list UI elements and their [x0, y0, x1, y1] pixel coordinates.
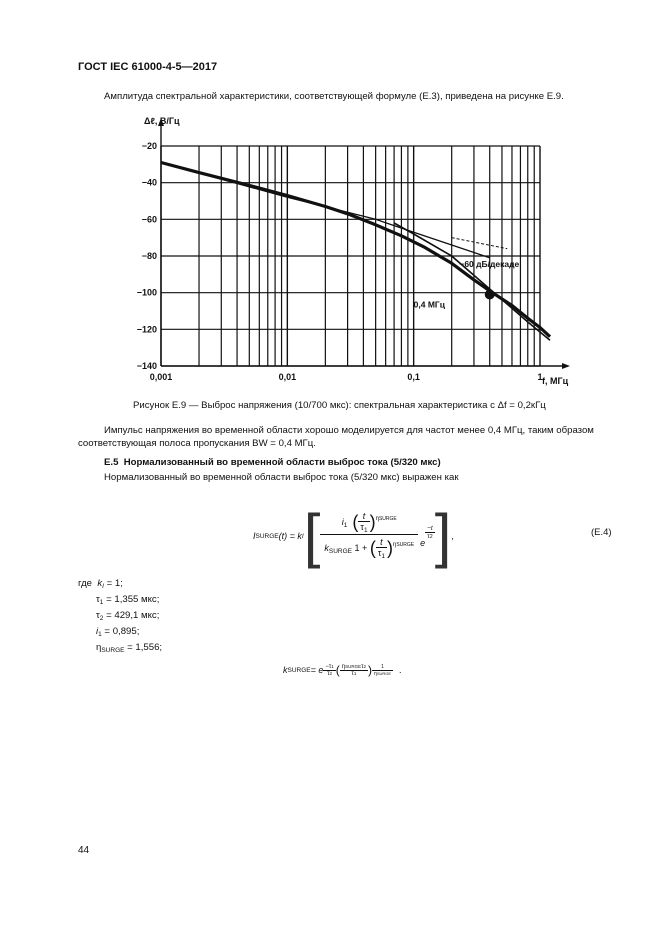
eq-eta-den-sub: SURGE [396, 541, 415, 548]
right-brace: ] [434, 502, 452, 569]
keq-tau2b-sub: 2 [363, 663, 367, 669]
where-block [78, 577, 162, 657]
document-header: ГОСТ IEC 61000-4-5—2017 [78, 61, 218, 73]
eq-tau2-sub: 2 [429, 533, 433, 540]
y-tick-label: −20 [141, 141, 157, 151]
series-line-asymptote-60db [394, 223, 550, 340]
equation-e4 [253, 496, 454, 576]
equation-number: (E.4) [591, 527, 612, 538]
y-tick-label: −120 [136, 324, 157, 335]
page-number: 44 [78, 845, 90, 856]
eq-ksurge-sub: SURGE [328, 547, 353, 555]
keq-eta-sub: SURGE [345, 663, 362, 669]
keq-tau1b-sub: 1 [353, 670, 357, 676]
eq-t-den: t [376, 537, 387, 548]
eq-comma: , [451, 531, 454, 541]
y-tick-label: −100 [136, 287, 157, 298]
y-tick-label: −140 [136, 361, 157, 371]
keq-minus-tau1: −τ [325, 663, 332, 670]
keq-dot: . [399, 665, 402, 675]
where-tau2-sym: τ [96, 610, 100, 621]
annotation-slope: −60 дБ/декаде [459, 259, 520, 269]
where-tau2-val: = 429,1 мкс; [103, 610, 160, 621]
where-k-val: = 1; [103, 578, 123, 589]
eq-tau1-den: τ [377, 547, 382, 558]
keq-eta-exp-sub: SURGE [376, 670, 392, 676]
eq-eta-sub: SURGE [378, 515, 397, 522]
eq-eta: η [375, 515, 379, 522]
x-tick-label: 0,01 [278, 372, 297, 382]
keq-eta: η [341, 663, 346, 670]
keq-tau1-sub: 1 [331, 663, 334, 669]
eq-eta-den: η [393, 541, 397, 548]
where-tau1-sub: 1 [99, 599, 104, 606]
eq-i1: i [341, 516, 344, 527]
where-tau2-sub: 2 [99, 615, 104, 622]
series-line-dashed [452, 238, 508, 249]
eq-tau1-sub: 1 [363, 526, 368, 534]
x-tick-label: 0,001 [149, 372, 173, 382]
keq-tau2b: τ [361, 663, 364, 670]
where-eta-sym: η [96, 642, 102, 653]
eq-i1-sub: 1 [343, 521, 348, 529]
equation-ksurge [283, 650, 402, 690]
eq-t-over-tau1 [358, 511, 369, 534]
keq-exponent: $\frac{-\tau 1}{\tau 2}$ ( $\frac{\text{ηSURGEτ2}}{\tau 1}$ ) $\frac{1}{\text{ηSURGE}}$ [325, 663, 392, 677]
y-tick-label: −40 [141, 177, 157, 188]
where-tau2 [78, 609, 162, 625]
where-k [78, 577, 162, 593]
eq-one-plus: 1 + [354, 542, 368, 553]
eq-t-over-tau1-den [376, 537, 387, 560]
keq-tau2-sub: 2 [329, 670, 333, 676]
eq-exp-fraction [425, 525, 435, 540]
paragraph-current-surge: Нормализованный во временной области выброс тока (5/320 мкс) выражен как [104, 472, 459, 483]
y-tick-label: −60 [141, 214, 157, 225]
where-k-sym: k [97, 578, 103, 589]
where-eta-val: = 1,556; [124, 642, 163, 653]
eq-lhs-sub: SURGE [255, 532, 279, 540]
intro-paragraph: Амплитуда спектральной характеристики, соответствующей формуле (E.3), приведена на рисунке E.9. [104, 91, 564, 102]
x-axis-label: f, МГц [542, 376, 569, 386]
keq-exp-frac2 [340, 664, 368, 677]
keq-tau2: τ [327, 670, 330, 677]
y-tick-label: −80 [141, 251, 157, 261]
keq-tau1b: τ [351, 670, 354, 677]
x-tick-label: 0,1 [407, 372, 420, 382]
eq-tau1: τ [360, 521, 364, 532]
x-tick-label: 1 [537, 372, 543, 382]
marker-0-4mhz [485, 290, 495, 300]
where-k-sub: I [102, 583, 104, 590]
keq-exp-frac3 [372, 664, 393, 677]
eq-tau1-den-sub: 1 [381, 552, 385, 560]
eq-ksurge: k [324, 542, 329, 553]
eq-lhs-arg: (t) = k [278, 531, 302, 541]
where-tau1 [78, 593, 162, 609]
annotation-04mhz: 0,4 МГц [413, 299, 445, 310]
eq-minus-t: −t [427, 524, 433, 532]
keq-eq: = e [310, 665, 324, 675]
keq-exp-frac1 [323, 664, 335, 677]
eq-main-fraction: $i_1$ ( $\frac{t}{\tau_1}$ )$^{\eta SURGE}$ $k_{SURGE}$ 1 + ( $\frac{t}{\tau_1}$ )$^{\eta SURGE}$ [320, 511, 418, 562]
spectrum-chart [130, 112, 570, 397]
keq-one: 1 [372, 664, 393, 671]
section-title: Нормализованный во временной области выброс тока (5/320 мкс) [123, 457, 441, 468]
eq-lhs: I [253, 531, 256, 541]
paragraph-bandwidth: Импульс напряжения во временной области хорошо моделируется для частот менее 0,4 МГц, таким образом соответствующая полоса пропускания BW = 0,4 МГц. [78, 425, 594, 449]
where-intro: где [78, 578, 93, 589]
left-brace: [ [303, 502, 321, 569]
figure-caption: Рисунок E.9 — Выброс напряжения (10/700 мкс): спектральная характеристика с Δf = 0,2кГц [133, 400, 546, 411]
where-tau1-val: = 1,355 мкс; [103, 594, 160, 605]
where-tau1-sym: τ [96, 594, 100, 605]
where-i1-sym: i [96, 626, 99, 637]
where-i1 [78, 625, 162, 641]
keq-eta-exp: η [374, 670, 377, 677]
keq-lhs-sub: SURGE [287, 666, 311, 674]
x-axis-arrow [562, 363, 570, 369]
eq-k-sub: I [301, 532, 304, 540]
where-i1-sub: 1 [98, 631, 102, 638]
where-eta-sub: SURGE [101, 647, 125, 654]
y-axis-label: Δℓ, В/Гц [144, 116, 180, 126]
section-number: E.5 [104, 457, 119, 468]
where-i1-val: = 0,895; [101, 626, 140, 637]
eq-t: t [358, 511, 369, 522]
eq-e: e [420, 537, 426, 548]
eq-tau2: τ [427, 532, 430, 540]
keq-lhs: k [283, 665, 288, 675]
section-heading [104, 457, 441, 468]
where-eta [78, 641, 162, 657]
series-line-spectrum [161, 163, 550, 337]
